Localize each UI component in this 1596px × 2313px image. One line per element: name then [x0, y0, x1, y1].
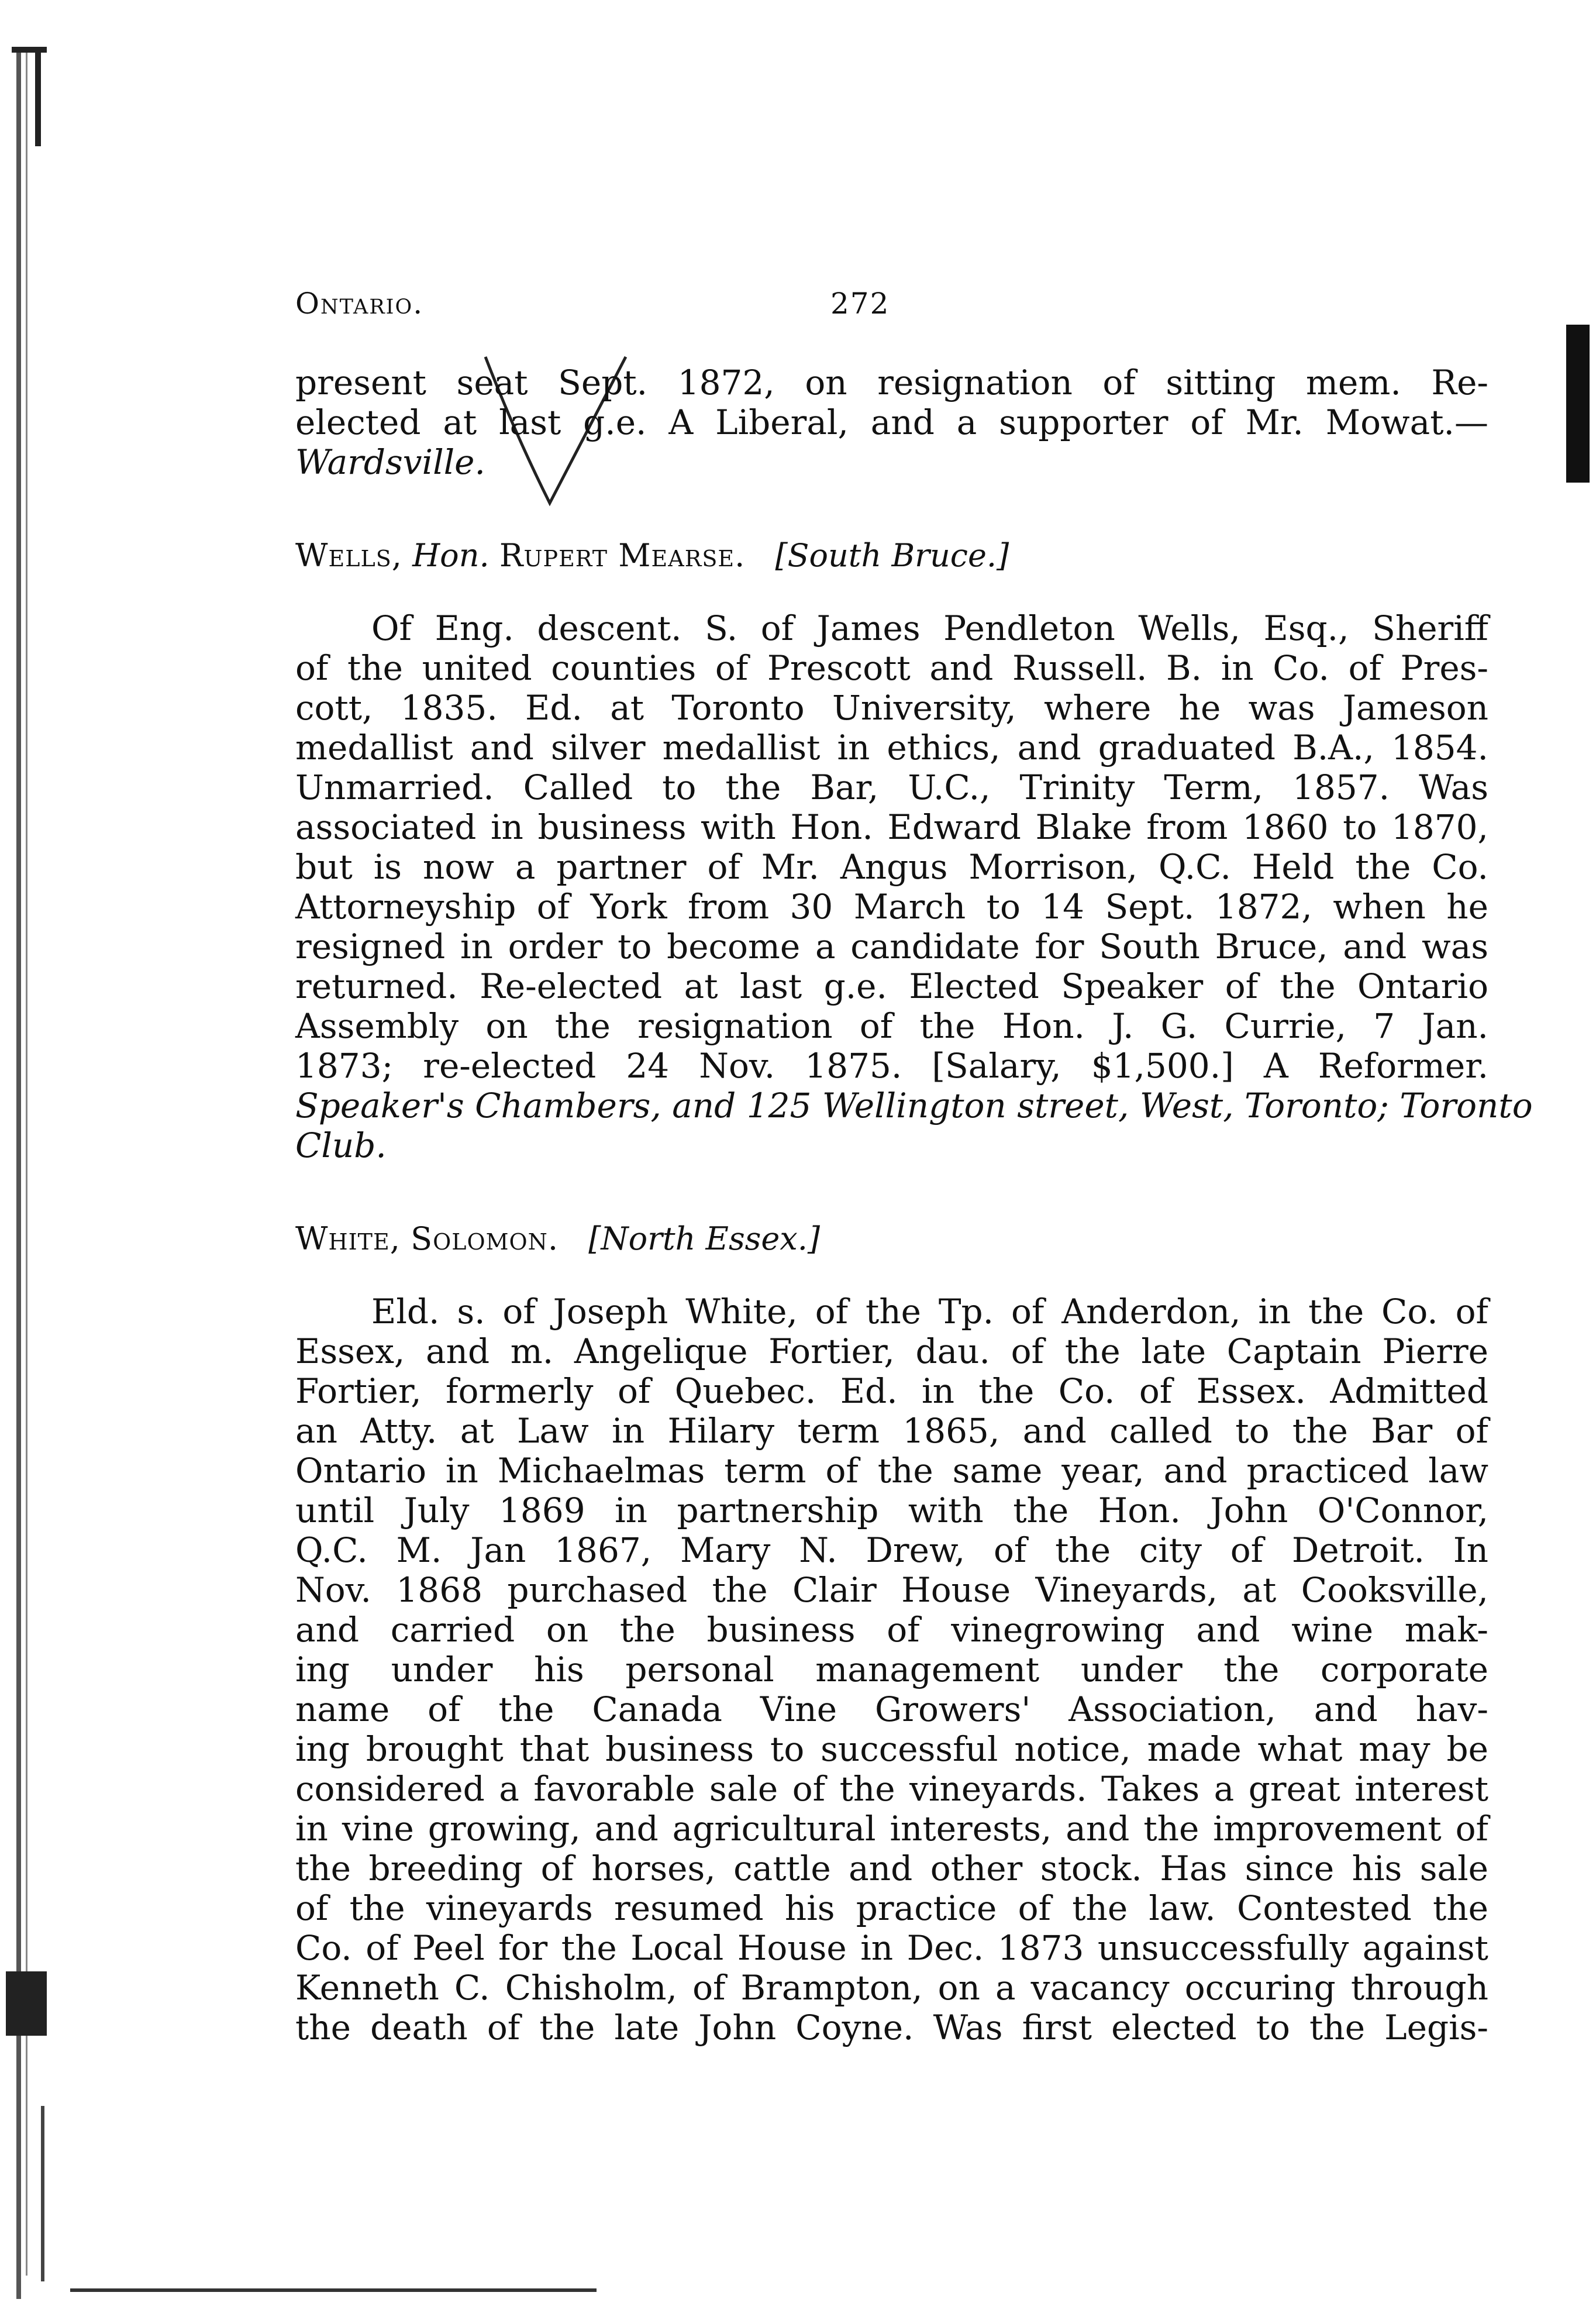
entry-address: Club. — [295, 1125, 387, 1165]
entry-given-names: Rupert Mearse. — [499, 537, 746, 574]
entry-surname: Wells, — [295, 537, 402, 574]
entry-address: Speaker's Chambers, and 125 Wellington street, West, Toronto; Toronto — [295, 1086, 1533, 1125]
text-line: an Atty. at Law in Hilary term 1865, and called to the Bar of — [295, 1411, 1488, 1451]
text-line: Eld. s. of Joseph White, of the Tp. of Anderdon, in the Co. of — [371, 1292, 1488, 1331]
entry-body — [295, 608, 1533, 1165]
text-line: of the vineyards resumed his practice of the law. Contested the — [295, 1888, 1488, 1928]
text-line: resigned in order to become a candidate for South Bruce, and was — [295, 927, 1488, 966]
page-number: 272 — [830, 287, 890, 321]
text-line: considered a favorable sale of the vineyards. Takes a great interest — [295, 1769, 1488, 1809]
continued-entry — [295, 363, 1488, 482]
text-line: the death of the late John Coyne. Was first elected to the Legis- — [295, 2008, 1488, 2047]
text-line: Q.C. M. Jan 1867, Mary N. Drew, of the city of Detroit. In — [295, 1530, 1488, 1570]
margin-mark — [1566, 325, 1590, 483]
entry-heading — [295, 1219, 1488, 1259]
section-title: Ontario. — [295, 287, 424, 321]
bottom-rule — [70, 2288, 597, 2292]
entry-riding: [South Bruce.] — [775, 537, 1009, 574]
text-line: present seat Sept. 1872, on resignation of sitting mem. Re- — [295, 363, 1488, 402]
entry-address: Wardsville. — [295, 442, 485, 482]
text-line: Assembly on the resignation of the Hon. J. G. Currie, 7 Jan. — [295, 1006, 1488, 1046]
text-line: cott, 1835. Ed. at Toronto University, where he was Jameson — [295, 688, 1488, 728]
entry-riding: [North Essex.] — [588, 1220, 821, 1257]
entry-given-names: Solomon. — [411, 1220, 559, 1257]
text-line: name of the Canada Vine Growers' Association, and hav- — [295, 1689, 1488, 1729]
entry-title: Hon. — [412, 537, 490, 574]
text-line: associated in business with Hon. Edward Blake from 1860 to 1870, — [295, 807, 1488, 847]
text-line: Unmarried. Called to the Bar, U.C., Trinity Term, 1857. Was — [295, 767, 1488, 807]
text-line: Co. of Peel for the Local House in Dec. 1873 unsuccessfully against — [295, 1928, 1488, 1968]
text-line: ing under his personal management under the corporate — [295, 1650, 1488, 1689]
text-line: Fortier, formerly of Quebec. Ed. in the Co. of Essex. Admitted — [295, 1371, 1488, 1411]
text-line: and carried on the business of vinegrowing and wine mak- — [295, 1610, 1488, 1650]
text-line: Attorneyship of York from 30 March to 14 Sept. 1872, when he — [295, 887, 1488, 927]
entry-surname: White, — [295, 1220, 401, 1257]
text-line: Kenneth C. Chisholm, of Brampton, on a vacancy occuring through — [295, 1968, 1488, 2008]
text-line: Ontario in Michaelmas term of the same year, and practiced law — [295, 1451, 1488, 1491]
entry-heading — [295, 536, 1488, 576]
text-line: Of Eng. descent. S. of James Pendleton Wells, Esq., Sheriff — [371, 608, 1488, 648]
text-line: medallist and silver medallist in ethics, and graduated B.A., 1854. — [295, 728, 1488, 767]
text-line: Essex, and m. Angelique Fortier, dau. of the late Captain Pierre — [295, 1331, 1488, 1371]
text-line: 1873; re-elected 24 Nov. 1875. [Salary, $1,500.] A Reformer. — [295, 1046, 1488, 1086]
text-line: until July 1869 in partnership with the Hon. John O'Connor, — [295, 1491, 1488, 1530]
entry-body — [295, 1292, 1488, 2047]
text-line: ing brought that business to successful notice, made what may be — [295, 1729, 1488, 1769]
text-line: Nov. 1868 purchased the Clair House Vineyards, at Cooksville, — [295, 1570, 1488, 1610]
binding-gutter — [0, 0, 70, 2313]
text-line: returned. Re-elected at last g.e. Elected Speaker of the Ontario — [295, 966, 1488, 1006]
running-head — [295, 287, 1488, 333]
text-line: but is now a partner of Mr. Angus Morrison, Q.C. Held the Co. — [295, 847, 1488, 887]
document-page — [295, 287, 1533, 2047]
text-line: the breeding of horses, cattle and other stock. Has since his sale — [295, 1849, 1488, 1888]
text-line: in vine growing, and agricultural interests, and the improvement of — [295, 1809, 1488, 1849]
text-line: of the united counties of Prescott and Russell. B. in Co. of Pres- — [295, 648, 1488, 688]
text-line: elected at last g.e. A Liberal, and a supporter of Mr. Mowat.— — [295, 402, 1488, 442]
